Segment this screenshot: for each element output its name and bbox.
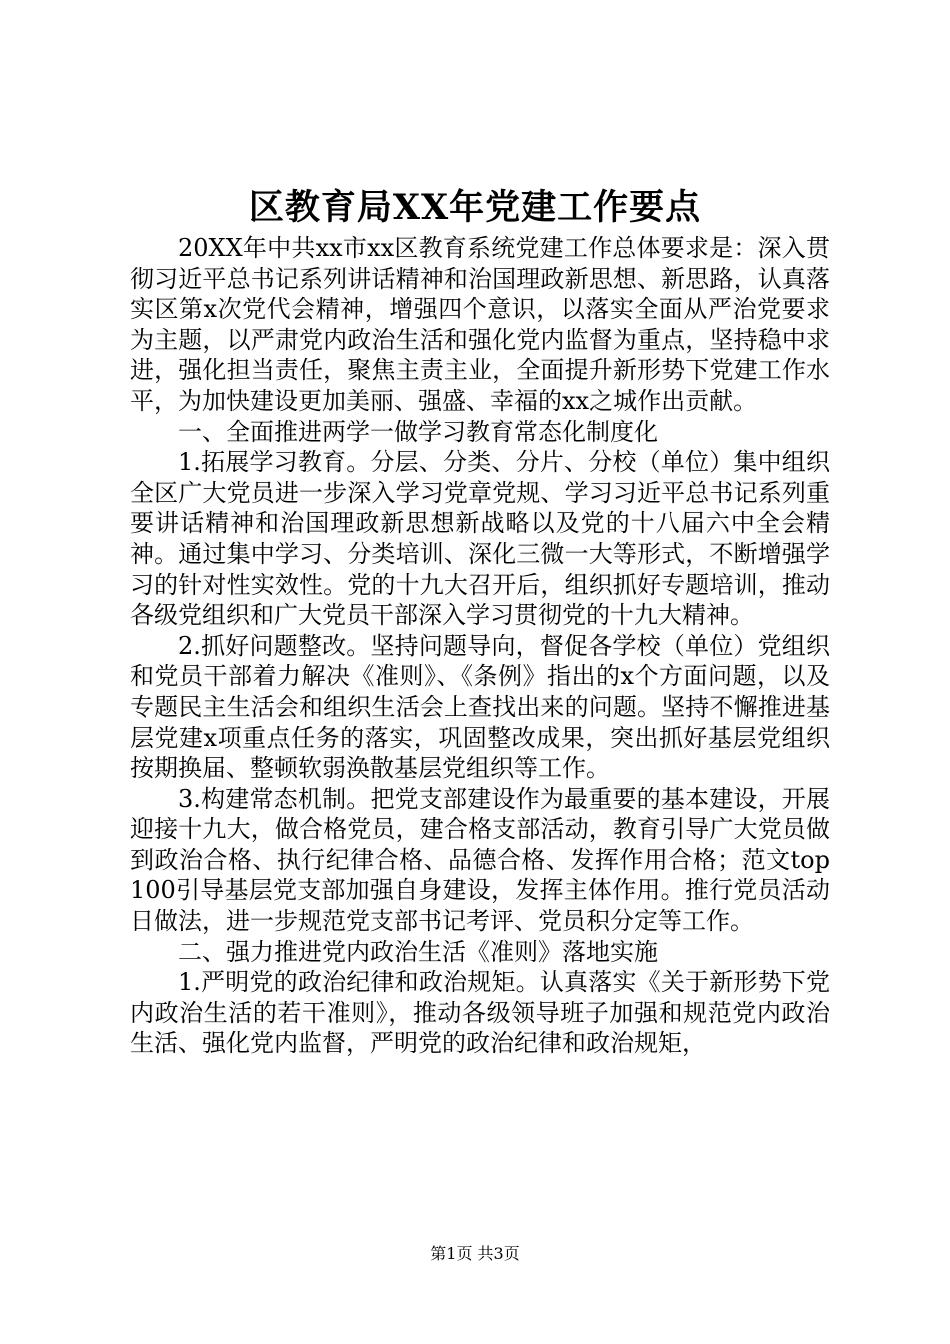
- section-heading-1: 一、全面推进两学一做学习教育常态化制度化: [178, 417, 658, 446]
- page-number-footer: 第1页 共3页: [430, 1244, 520, 1263]
- intro-paragraph: 20XX年中共xx市xx区教育系统党建工作总体要求是：深入贯彻习近平总书记系列讲话精神和治国理政新思想、新思路，认真落实区第x次党代会精神，增强四个意识，以落实全面从严治党要求为主题，以严肃党内政治生活和强化党内监督为重点，坚持稳中求进，强化担当责任，聚焦主责主业，全面提升新形势下党建工作水平，为加快建设更加美丽、强盛、幸福的xx之城作出贡献。: [130, 234, 830, 415]
- section-heading-2: 二、强力推进党内政治生活《准则》落地实施: [178, 937, 658, 966]
- paragraph-1-3: 3.构建常态机制。把党支部建设作为最重要的基本建设，开展迎接十九大，做合格党员，建合格支部活动，教育引导广大党员做到政治合格、执行纪律合格、品德合格、发挥作用合格；范文top100引导基层党支部加强自身建设，发挥主体作用。推行党员活动日做法，进一步规范党支部书记考评、党员积分定等工作。: [130, 784, 830, 936]
- paragraph-2-1: 1.严明党的政治纪律和政治规矩。认真落实《关于新形势下党内政治生活的若干准则》，推动各级领导班子加强和规范党内政治生活、强化党内监督，严明党的政治纪律和政治规矩，: [130, 968, 830, 1058]
- paragraph-1-2: 2.抓好问题整改。坚持问题导向，督促各学校（单位）党组织和党员干部着力解决《准则》、《条例》指出的x个方面问题，以及专题民主生活会和组织生活会上查找出来的问题。坚持不懈推进基层党建x项重点任务的落实，巩固整改成果，突出抓好基层党组织按期换届、整顿软弱涣散基层党组织等工作。: [130, 631, 830, 783]
- document-title: 区教育局XX年党建工作要点: [248, 187, 702, 228]
- paragraph-1-1: 1.拓展学习教育。分层、分类、分片、分校（单位）集中组织全区广大党员进一步深入学习党章党规、学习习近平总书记系列重要讲话精神和治国理政新思想新战略以及党的十八届六中全会精神。通过集中学习、分类培训、深化三微一大等形式，不断增强学习的针对性实效性。党的十九大召开后，组织抓好专题培训，推动各级党组织和广大党员干部深入学习贯彻党的十九大精神。: [130, 448, 830, 630]
- document-body: [130, 233, 830, 1059]
